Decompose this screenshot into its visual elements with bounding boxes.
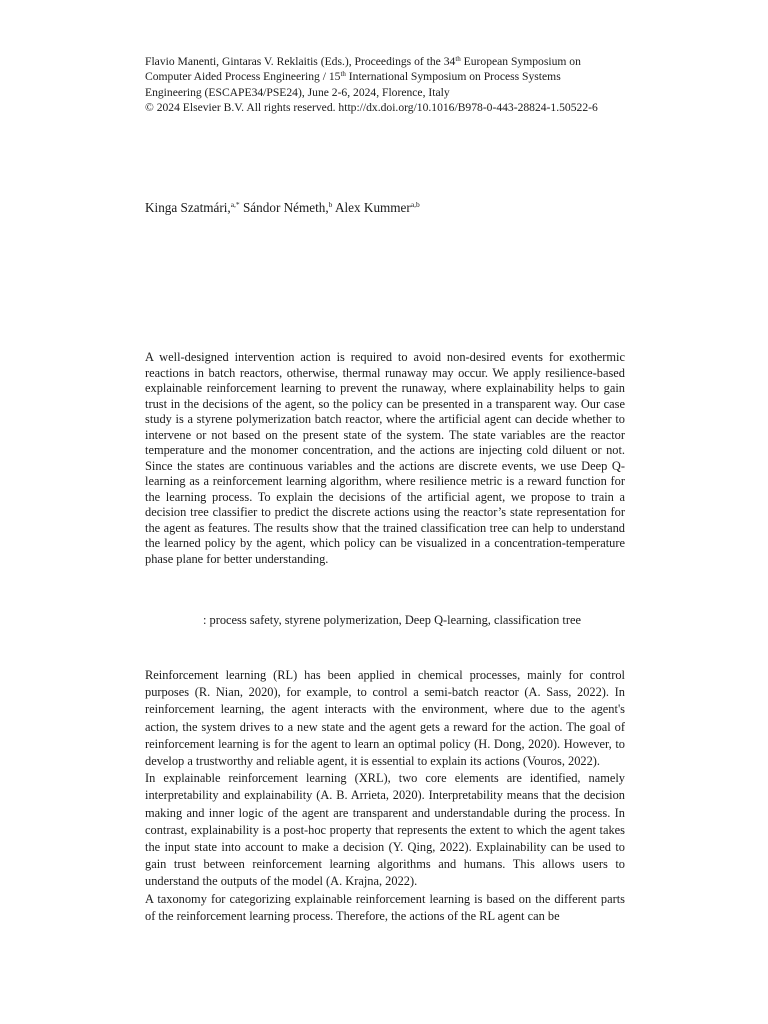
author-affiliation: a,b [410, 200, 420, 209]
author-name: Kinga Szatmári, [145, 200, 231, 215]
keywords-line [145, 613, 625, 629]
header-line-2: Computer Aided Process Engineering / 15th International Symposium on Process Systems [145, 70, 561, 84]
proceedings-header [145, 54, 635, 115]
intro-paragraph: A taxonomy for categorizing explainable reinforcement learning is based on the different parts of the reinforcement learning process. Therefore, the actions of the RL agent can be [145, 891, 625, 923]
keywords-text: : process safety, styrene polymerization, Deep Q-learning, classification tree [203, 613, 581, 627]
abstract-text: A well-designed intervention action is required to avoid non-desired events for exothermic reactions in batch reactors, otherwise, thermal runaway may occur. We apply resilience-based explainable reinforcement learning to prevent the runaway, where explainability helps to gain trust in the decisions of the agent, so the policy can be presented in a transparent way. Our case study is a styrene polymerization batch reactor, where the artificial agent can decide whether to intervene or not based on the present state of the system. The state variables are the reactor temperature and the monomer concentration, and the actions are injecting cold diluent or not. Since the states are continuous variables and the actions are discrete events, we use Deep Q-learning as a reinforcement learning algorithm, where resilience metric is a reward function for the learning process. To explain the decisions of the artificial agent, we propose to train a decision tree classifier to predict the discrete actions using the reactor’s state representation for the agent as features. The results show that the trained classification tree can help to understand the learned policy by the agent, which policy can be visualized in a concentration-temperature phase plane for better understanding. [145, 350, 625, 566]
author-name: Alex Kummer [332, 200, 411, 215]
header-line-3: Engineering (ESCAPE34/PSE24), June 2-6, 2024, Florence, Italy [145, 85, 450, 99]
author-name: Sándor Németh, [239, 200, 329, 215]
header-line-1: Flavio Manenti, Gintaras V. Reklaitis (Eds.), Proceedings of the 34th European Symposium on [145, 55, 581, 68]
author-affiliation: b [328, 200, 333, 209]
intro-paragraph: Reinforcement learning (RL) has been applied in chemical processes, mainly for control purposes (R. Nian, 2020), for example, to control a semi-batch reactor (A. Sass, 2022). In reinforcement learning, the agent interacts with the environment, where due to the agent's action, the system drives to a new state and the agent gets a reward for the action. The goal of reinforcement learning is for the agent to learn an optimal policy (H. Dong, 2020). However, to develop a trustworthy and reliable agent, it is essential to explain its actions (Vouros, 2022). [145, 668, 625, 769]
header-doi-line: © 2024 Elsevier B.V. All rights reserved. http://dx.doi.org/10.1016/B978-0-443-28824-1.50522-6 [145, 100, 598, 114]
author-affiliation: a,* [230, 200, 240, 209]
author-list [145, 200, 420, 216]
intro-paragraph: In explainable reinforcement learning (XRL), two core elements are identified, namely interpretability and explainability (A. B. Arrieta, 2020). Interpretability means that the decision making and inner logic of the agent are transparent and understandable during the process. In contrast, explainability is a post-hoc property that represents the extent to which the agent takes the input state into account to make a decision (Y. Qing, 2022). Explainability can be used to gain trust between reinforcement learning algorithms and humans. This allows users to understand the outputs of the model (A. Krajna, 2022). [145, 771, 625, 889]
introduction-section [145, 667, 625, 925]
